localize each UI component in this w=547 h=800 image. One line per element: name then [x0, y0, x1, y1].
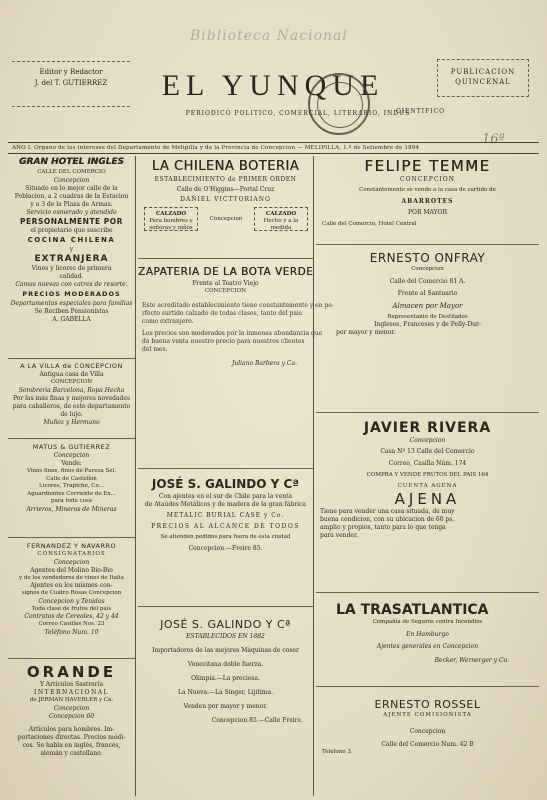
ad-signature: Juliano Barbera y Ca.	[231, 359, 297, 367]
ad-line: Arrieros, Mineros de Mineras	[26, 505, 117, 513]
ad-matus-gutierrez	[8, 438, 135, 514]
ad-line: Correo, Casilla Núm. 174	[388, 460, 467, 467]
ad-line: EXTRANJERA	[34, 253, 109, 264]
ad-line: METALIC BURIAL CASE y Co.	[166, 512, 285, 519]
ad-orande	[8, 658, 135, 758]
ad-line: Concepcion	[411, 266, 444, 272]
ad-line: Frente al Santuario	[397, 289, 458, 297]
ad-line: AJENA	[394, 490, 461, 508]
ad-title: ERNESTO ROSSEL	[374, 698, 481, 711]
ad-line: ESTABLECIDOS EN 1882	[186, 633, 265, 640]
box-line: CALZADO	[265, 211, 297, 217]
ad-title: GRAN HOTEL INGLES	[19, 157, 124, 167]
ad-line: DAÑIEL VICTTORIANO	[180, 196, 271, 203]
ad-line: signos de Cuatro Rosas Concepcion	[21, 590, 122, 596]
body-line: Los precios son moderados por la inmensa abundancia que	[142, 329, 323, 337]
column-right	[316, 156, 539, 796]
ad-line: amplio y propios, tanto para lo que tenga	[320, 524, 446, 531]
ad-line: Sombreria Barcelona, Ropa Hecha	[18, 386, 125, 394]
ad-line: Calle del Comercio Num. 42 B	[381, 740, 474, 748]
ad-line: Poblacion, a 2 cuadras de la Estacion	[14, 192, 129, 200]
newspaper-title: EL YUNQUE	[161, 69, 385, 102]
ad-line: Concepcion y Tenidos	[38, 597, 105, 605]
publication-label: PUBLICACION	[450, 68, 516, 76]
ad-line: Antigua casa de Villa	[39, 371, 104, 378]
box-calzado-right	[254, 207, 308, 231]
ad-line: En Hamburgo	[406, 630, 449, 638]
ad-line: Representante de Destilados	[387, 313, 468, 320]
ad-line: Licores, Trapiche, Co...	[39, 483, 104, 489]
ad-line: Por las más finas y mejores novedades	[12, 394, 131, 402]
ad-line: calidad.	[59, 272, 84, 280]
ad-line: Vinos y licores de primera	[31, 264, 112, 272]
ad-line: Constantemente se vende a la casa de surtido de	[359, 187, 496, 193]
handwritten-library-mark: Biblioteca Nacional	[190, 28, 348, 44]
ad-line: Calle de O'Higgins—Portal Cruz	[176, 186, 275, 193]
body-line: Este acreditado establecimiento tiene constantemente y en pe-	[142, 301, 334, 309]
ad-line: de Ataúdes Metálicos y de madera de la gran fábrica	[145, 501, 306, 508]
ad-line: Ajentes generales en Concepcion	[376, 642, 479, 650]
box-calzado-left	[144, 207, 198, 231]
ad-line: de JERMAN HAVERLER y Ca.	[29, 697, 114, 703]
ad-line: por mayor y menor.	[336, 329, 396, 336]
box-line: Para hombres y	[149, 218, 193, 224]
ad-line: Teléfono 3.	[322, 748, 353, 755]
ad-line: Concepcion	[409, 437, 446, 444]
ad-line: Concepcion.—Freire 85.	[188, 544, 263, 552]
ad-line: INTERNACIONAL	[33, 689, 110, 696]
ad-line: portaciones directas. Precios módi-	[17, 733, 126, 741]
box-line: Hecho y a la	[263, 218, 299, 224]
ad-line: el propietario que suscribe	[30, 226, 113, 234]
body-line: como extranjero.	[142, 317, 194, 325]
ad-line: Calle de Castellon	[46, 475, 97, 482]
ad-line: buena condicion, con su ubicacion de 60 ps.	[320, 516, 455, 523]
ad-line: Toda clase de frutos del pais	[31, 605, 112, 612]
ad-line: ABARROTES	[401, 197, 454, 205]
ad-line: Artículos para hombres. Im-	[28, 725, 115, 733]
ad-line: alemán y castellano.	[40, 749, 103, 757]
ad-line: Concepcion	[53, 558, 90, 566]
ad-javier-rivera	[316, 412, 539, 540]
ad-line: Teléfono Num. 10	[44, 628, 99, 636]
ad-line: ESTABLECIMIENTO de PRIMER ORDEN	[154, 176, 297, 183]
ad-zapateria-bota-verde	[138, 258, 334, 368]
ad-line: y	[69, 245, 74, 253]
ad-line: Compañía de Seguros contra Incendios	[372, 619, 483, 625]
ad-line: de lujo.	[60, 410, 83, 418]
ad-title: MATUS & GUTIERREZ	[32, 443, 111, 451]
ad-line: PRECIOS AL ALCANCE DE TODOS	[151, 523, 300, 530]
ad-line: Aguardientes Corriente de Ex...	[27, 490, 116, 497]
ad-line: Se atienden pedidos para fuera de esta ciudad	[160, 534, 291, 540]
ad-line: Casa Nº 13 Calle del Comercio	[380, 448, 475, 455]
ad-line: Concepcion 85.—Calle Freire.	[211, 717, 303, 724]
ad-line: Concepcion 60	[48, 712, 95, 720]
box-concepcion	[204, 207, 248, 231]
publication-frequency: QUINCENAL	[455, 78, 511, 86]
body-line: del mes.	[142, 345, 168, 353]
ad-line: COMPRA Y VENDE FRUTOS DEL PAIS 164	[366, 472, 489, 478]
ad-line: Concepcion	[409, 727, 446, 735]
ad-ernesto-onfray	[316, 244, 539, 337]
ad-line: COCINA CHILENA	[27, 235, 116, 244]
ad-line: Tiene para vender una casa situada, de muy	[320, 508, 455, 515]
ad-galindo-ataudes	[138, 468, 313, 553]
ad-line: CUENTA AGENA	[397, 482, 458, 489]
column-center	[138, 156, 334, 796]
body-line: rfecto surtido calzado de todas clases, tanto del pais	[142, 309, 302, 317]
ad-line: CONCEPCION	[204, 288, 247, 294]
editor-label: Editor y Redactor	[39, 68, 103, 76]
zapateria-body	[138, 301, 334, 354]
library-stamp-icon	[308, 73, 370, 135]
ad-line: y de los vendedores de vinos de Italia	[19, 574, 124, 581]
ad-line: PRECIOS MODERADOS	[22, 289, 121, 298]
ad-villa-concepcion	[8, 358, 135, 427]
ad-line: Importadores de las mejores Máquinas de coser	[152, 647, 299, 654]
ad-line: AJENTE COMISIONISTA	[383, 712, 472, 718]
ad-title: JOSÉ S. GALINDO Y Cª	[160, 618, 291, 631]
ad-title: ERNESTO ONFRAY	[369, 251, 486, 265]
newspaper-subtitle: PERIODICO POLITICO, COMERCIAL, LITERARIO, INDUS	[185, 110, 411, 117]
box-line: señoras y niños	[149, 225, 193, 231]
ad-line: Concepcion	[53, 176, 90, 184]
ad-line: Contratos de Cereales, 42 y 44	[24, 613, 119, 620]
ad-line: Servicio esmerado y atendido	[26, 208, 117, 216]
ad-line: Situado en lo mejor calle de la	[25, 184, 118, 192]
ad-line: CONCEPCION	[50, 379, 93, 385]
ad-line: A. GABELLA	[52, 315, 91, 323]
ad-line: Venecitana doble fuerza.	[187, 661, 264, 668]
ad-title: ORANDE	[26, 663, 117, 681]
ad-line: cos. Se habla en inglés, francés,	[22, 741, 121, 749]
ad-line: Becker, Wernerger y Co.	[434, 656, 509, 664]
ad-title: FERNANDEZ Y NAVARRO	[26, 542, 117, 550]
handwritten-page-number: 16ª	[482, 132, 505, 147]
ad-line: Vende:	[61, 460, 82, 467]
ad-line: Calle del Comercio 81 A.	[389, 277, 466, 285]
ad-line: Se Reciben Pensionistas	[34, 307, 109, 315]
ad-line: para toda cosa	[50, 498, 93, 504]
ad-line: y a 3 de la Plaza de Armas.	[30, 200, 113, 208]
ad-line: POR MAYOR	[407, 208, 447, 216]
newspaper-subtitle-end: CIENTIFICO	[396, 108, 446, 115]
ad-line: Y Artículos Sastrería	[39, 681, 104, 688]
ad-line: para caballeros, de este departamento	[12, 402, 131, 410]
column-left	[8, 156, 136, 796]
ad-line: Ingleses, Franceses y de Pelly-Dur-	[374, 321, 481, 328]
ad-line: Olimpia.—La preciosa.	[191, 675, 260, 682]
ad-ernesto-rossel	[316, 686, 539, 756]
ad-line: CONCEPCION	[400, 176, 455, 183]
ad-line: Vinos finos, finos de Pureza Sel.	[26, 468, 117, 474]
body-line: da buena venta nuestro precio para nuestros clientes	[142, 337, 305, 345]
ad-line: Ajentes en los mismos con-	[30, 582, 113, 589]
dateline: AÑO I. Organo de los intereses del Departamento de Melipilla y de la Provincia de Concepcion — MELIPILLA, 1.º de Setiembre de 1894	[8, 142, 539, 154]
box-line: medida	[270, 225, 292, 231]
ad-la-chilena-boteria	[138, 158, 313, 236]
ad-felipe-temme	[316, 156, 539, 228]
editor-box	[12, 61, 130, 107]
ad-fernandez-navarro	[8, 537, 135, 637]
ad-title: ZAPATERIA DE LA BOTA VERDE	[138, 266, 314, 278]
ad-line: para vender.	[320, 532, 359, 539]
ad-line: Concepcion	[53, 452, 90, 459]
ad-line: Camas nuevas con catres de resorte.	[15, 280, 128, 288]
ad-title: JOSÉ S. GALINDO Y Cª	[151, 477, 300, 491]
ad-line: PERSONALMENTE POR	[20, 216, 123, 226]
ad-line: Con ajentes en el sur de Chile para la venta	[158, 493, 293, 500]
ad-title: FELIPE TEMME	[364, 157, 491, 175]
ad-la-trasatlantica	[316, 592, 539, 665]
ad-line: Almacen por Mayor	[392, 301, 463, 310]
ad-title: LA CHILENA BOTERIA	[151, 159, 300, 174]
ad-line: La Nueva.—La Singer, Lijitima.	[178, 689, 273, 696]
ad-galindo-maquinas	[138, 606, 313, 725]
ad-line: CALLE DEL COMERCIO	[37, 169, 106, 175]
ad-title: LA TRASATLANTICA	[336, 602, 489, 618]
ad-gran-hotel-ingles	[8, 156, 135, 324]
box-line: Concepcion	[209, 216, 243, 222]
ad-line: CONSIGNATARIOS	[37, 551, 106, 557]
ad-title: A LA VILLA de CONCEPCION	[20, 362, 123, 370]
ad-title: JAVIER RIVERA	[363, 420, 492, 436]
ad-line: Agentes del Molino Bio-Bio	[30, 566, 113, 574]
ad-line: Concepcion	[53, 704, 90, 712]
ad-line: Departamentos especiales para familias	[10, 299, 133, 307]
ad-line: Calle del Comercio, Hotel Central	[322, 220, 417, 227]
ad-line: Frente al Teatro Viejo	[192, 280, 259, 287]
ad-line: Correo Casillas Nos. 23	[38, 621, 105, 627]
editor-name: J. del T. GUTIERREZ	[34, 79, 108, 87]
masthead	[8, 55, 539, 137]
boteria-boxes	[144, 207, 307, 233]
ad-line: Venden por mayor y menor.	[183, 703, 268, 710]
publication-box	[437, 59, 529, 97]
ad-line: Muñoz y Hermano	[43, 418, 100, 426]
box-line: CALZADO	[155, 211, 187, 217]
